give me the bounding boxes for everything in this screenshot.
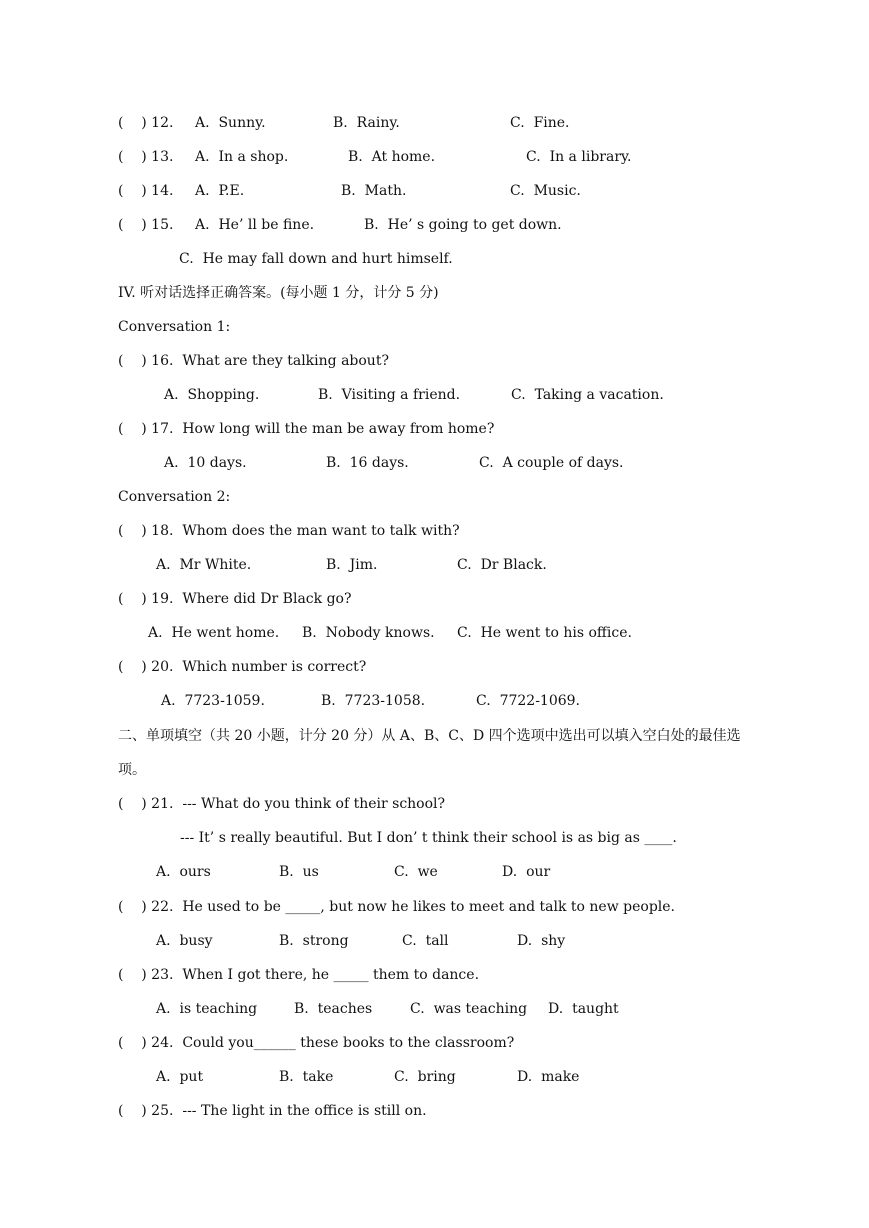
- question-21-option-b: B. us: [279, 864, 319, 880]
- question-18-option-b: B. Jim.: [326, 557, 378, 573]
- question-21-option-d: D. our: [502, 864, 551, 880]
- section-iv-heading: IV. 听对话选择正确答案。(每小题 1 分，计分 5 分): [118, 285, 439, 301]
- question-15-option-c: C. He may fall down and hurt himself.: [179, 251, 453, 267]
- question-17-option-b: B. 16 days.: [326, 455, 409, 471]
- question-22-option-c: C. tall: [402, 933, 449, 949]
- question-22-option-d: D. shy: [517, 933, 566, 949]
- question-13-number: ( ) 13.: [118, 149, 174, 165]
- question-23-stem: ( ) 23. When I got there, he _____ them to dance.: [118, 967, 480, 983]
- question-14-option-b: B. Math.: [341, 183, 407, 199]
- question-19-option-c: C. He went to his office.: [457, 625, 632, 641]
- question-13-option-c: C. In a library.: [526, 149, 632, 165]
- question-14-number: ( ) 14.: [118, 183, 174, 199]
- question-23-option-a: A. is teaching: [156, 1001, 258, 1017]
- question-12-option-c: C. Fine.: [510, 115, 570, 131]
- conversation-1-label: Conversation 1:: [118, 319, 231, 335]
- question-19-option-b: B. Nobody knows.: [302, 625, 435, 641]
- section-2-heading-continued: 项。: [118, 762, 146, 778]
- question-23-option-d: D. taught: [548, 1001, 619, 1017]
- question-14-option-a: A. P.E.: [195, 183, 245, 199]
- question-20-option-a: A. 7723-1059.: [161, 693, 265, 709]
- question-22-option-b: B. strong: [279, 933, 349, 949]
- question-20-option-c: C. 7722-1069.: [476, 693, 581, 709]
- question-21-option-a: A. ours: [156, 864, 211, 880]
- question-23-option-b: B. teaches: [294, 1001, 373, 1017]
- question-15-option-b: B. He’ s going to get down.: [364, 217, 562, 233]
- question-17-option-c: C. A couple of days.: [479, 455, 624, 471]
- question-17-stem: ( ) 17. How long will the man be away from home?: [118, 421, 495, 437]
- question-12-option-a: A. Sunny.: [195, 115, 266, 131]
- question-12-number: ( ) 12.: [118, 115, 174, 131]
- question-16-option-b: B. Visiting a friend.: [318, 387, 461, 403]
- question-22-option-a: A. busy: [156, 933, 213, 949]
- question-18-option-c: C. Dr Black.: [457, 557, 547, 573]
- question-12-option-b: B. Rainy.: [333, 115, 400, 131]
- question-19-option-a: A. He went home.: [148, 625, 280, 641]
- question-20-stem: ( ) 20. Which number is correct?: [118, 659, 367, 675]
- question-15-option-a: A. He’ ll be fine.: [195, 217, 315, 233]
- question-17-option-a: A. 10 days.: [164, 455, 247, 471]
- question-24-option-b: B. take: [279, 1069, 334, 1085]
- question-16-stem: ( ) 16. What are they talking about?: [118, 353, 389, 369]
- question-13-option-a: A. In a shop.: [195, 149, 289, 165]
- question-22-stem: ( ) 22. He used to be _____, but now he likes to meet and talk to new people.: [118, 899, 676, 915]
- question-24-stem: ( ) 24. Could you______ these books to the classroom?: [118, 1035, 515, 1051]
- question-13-option-b: B. At home.: [348, 149, 436, 165]
- question-21-option-c: C. we: [394, 864, 438, 880]
- question-14-option-c: C. Music.: [510, 183, 581, 199]
- question-18-option-a: A. Mr White.: [156, 557, 252, 573]
- question-25-stem: ( ) 25. --- The light in the office is still on.: [118, 1103, 427, 1119]
- question-21-stem: ( ) 21. --- What do you think of their school?: [118, 796, 446, 812]
- section-2-heading: 二、单项填空（共 20 小题，计分 20 分）从 A、B、C、D 四个选项中选出可以填入空白处的最佳选: [118, 728, 741, 744]
- question-21-stem-reply: --- It’ s really beautiful. But I don’ t think their school is as big as ____.: [180, 830, 677, 846]
- question-24-option-a: A. put: [156, 1069, 204, 1085]
- question-20-option-b: B. 7723-1058.: [321, 693, 426, 709]
- question-16-option-c: C. Taking a vacation.: [511, 387, 664, 403]
- question-24-option-c: C. bring: [394, 1069, 456, 1085]
- question-15-number: ( ) 15.: [118, 217, 174, 233]
- question-18-stem: ( ) 18. Whom does the man want to talk with?: [118, 523, 460, 539]
- question-24-option-d: D. make: [517, 1069, 580, 1085]
- conversation-2-label: Conversation 2:: [118, 489, 231, 505]
- question-19-stem: ( ) 19. Where did Dr Black go?: [118, 591, 352, 607]
- question-23-option-c: C. was teaching: [410, 1001, 528, 1017]
- question-16-option-a: A. Shopping.: [164, 387, 260, 403]
